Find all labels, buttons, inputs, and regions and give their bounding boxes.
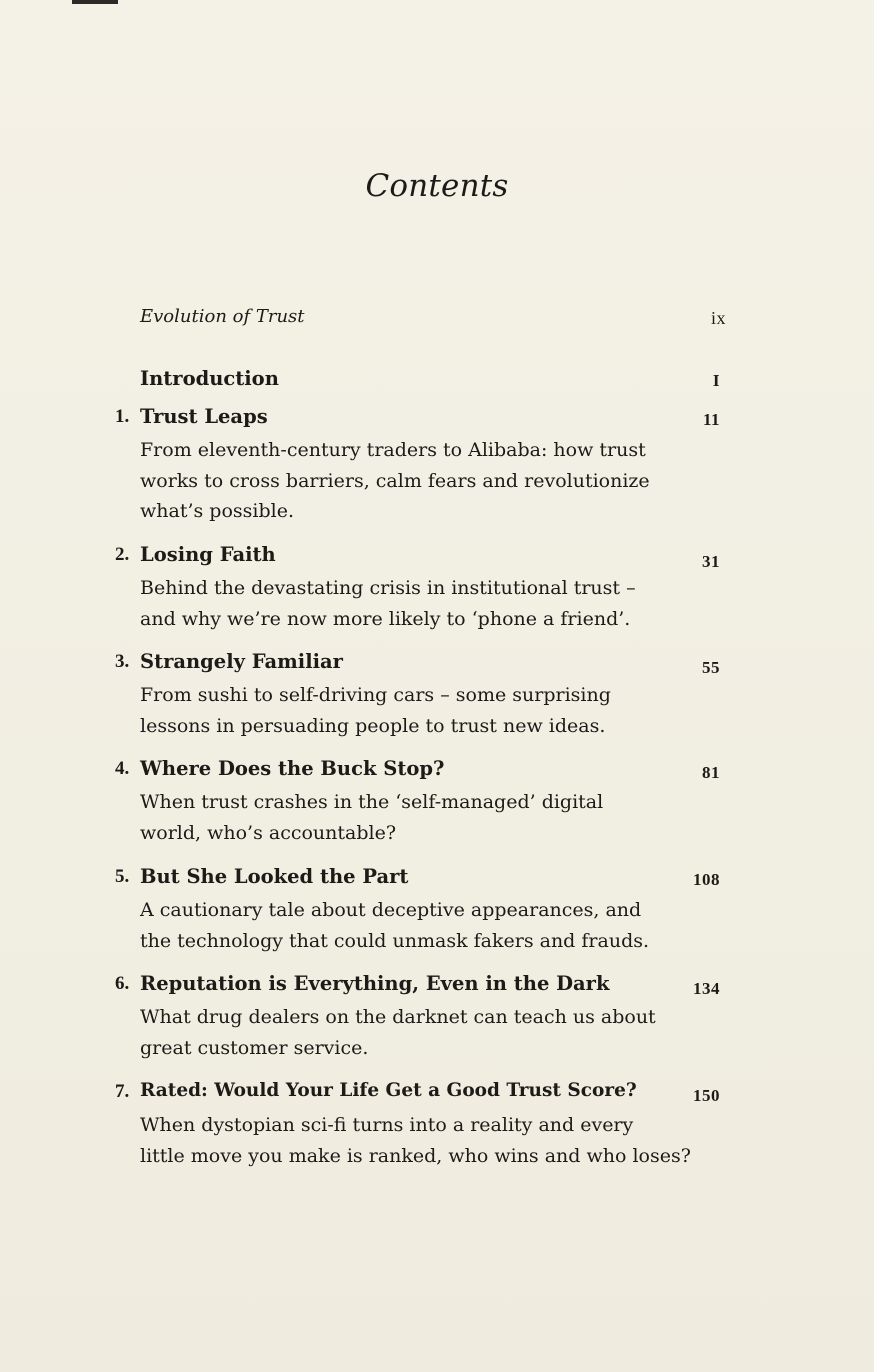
chapter-number: 4.: [115, 758, 130, 779]
chapter-page-number: 108: [693, 870, 720, 889]
chapter-description: [140, 1002, 720, 1063]
description-line: little move you make is ranked, who wins and who loses?: [140, 1144, 691, 1167]
chapter-page-number: 81: [702, 763, 720, 782]
description-line: From sushi to self-driving cars – some surprising: [140, 684, 611, 706]
chapter-description: [140, 1110, 720, 1171]
chapter-heading: Where Does the Buck Stop?: [140, 757, 445, 780]
description-line: what’s possible.: [140, 500, 294, 522]
description-line: Behind the devastating crisis in institutional trust –: [140, 577, 636, 599]
description-line: lessons in persuading people to trust new ideas.: [140, 714, 606, 737]
chapter-description: [140, 680, 720, 741]
chapter-page-number: 55: [702, 658, 720, 677]
chapter-number: 6.: [115, 973, 130, 994]
entry-heading: Introduction: [140, 367, 279, 390]
page-title: Contents: [365, 168, 509, 204]
chapter-page-number: 31: [702, 552, 720, 571]
description-line: and why we’re now more likely to ‘phone a friend’.: [140, 607, 631, 630]
chapter-page-number: 150: [693, 1086, 720, 1105]
description-line: great customer service.: [140, 1036, 369, 1059]
description-line: A cautionary tale about deceptive appearances, and: [140, 899, 642, 921]
description-line: What drug dealers on the darknet can teach us about: [140, 1006, 656, 1028]
corner-mark: [72, 0, 118, 4]
chapter-heading: Rated: Would Your Life Get a Good Trust Score?: [140, 1080, 637, 1101]
chapter-heading: But She Looked the Part: [140, 865, 409, 888]
chapter-description: [140, 573, 720, 634]
description-line: From eleventh-century traders to Alibaba: how trust: [140, 439, 646, 461]
chapter-page-number: 11: [702, 410, 720, 429]
chapter-page-number: 134: [693, 979, 720, 998]
description-line: When dystopian sci-fi turns into a reality and every: [140, 1114, 634, 1136]
chapter-heading: Strangely Familiar: [140, 650, 343, 673]
chapter-heading: Trust Leaps: [140, 405, 268, 428]
description-line: the technology that could unmask fakers and frauds.: [140, 929, 650, 952]
entry-page-number: ix: [710, 308, 726, 328]
chapter-heading: Losing Faith: [140, 543, 276, 566]
chapter-number: 2.: [115, 544, 130, 565]
chapter-description: [140, 435, 720, 527]
entry-heading: Evolution of Trust: [140, 306, 305, 327]
description-line: When trust crashes in the ‘self-managed’ digital: [140, 791, 604, 813]
chapter-heading: Reputation is Everything, Even in the Dark: [140, 972, 610, 995]
chapter-description: [140, 787, 720, 848]
chapter-number: 7.: [115, 1081, 130, 1102]
chapter-number: 3.: [115, 651, 130, 672]
chapter-number: 1.: [115, 406, 130, 427]
description-line: works to cross barriers, calm fears and revolutionize: [140, 469, 650, 492]
chapter-description: [140, 895, 720, 956]
description-line: world, who’s accountable?: [140, 821, 397, 844]
chapter-number: 5.: [115, 866, 130, 887]
entry-page-number: I: [712, 371, 720, 390]
